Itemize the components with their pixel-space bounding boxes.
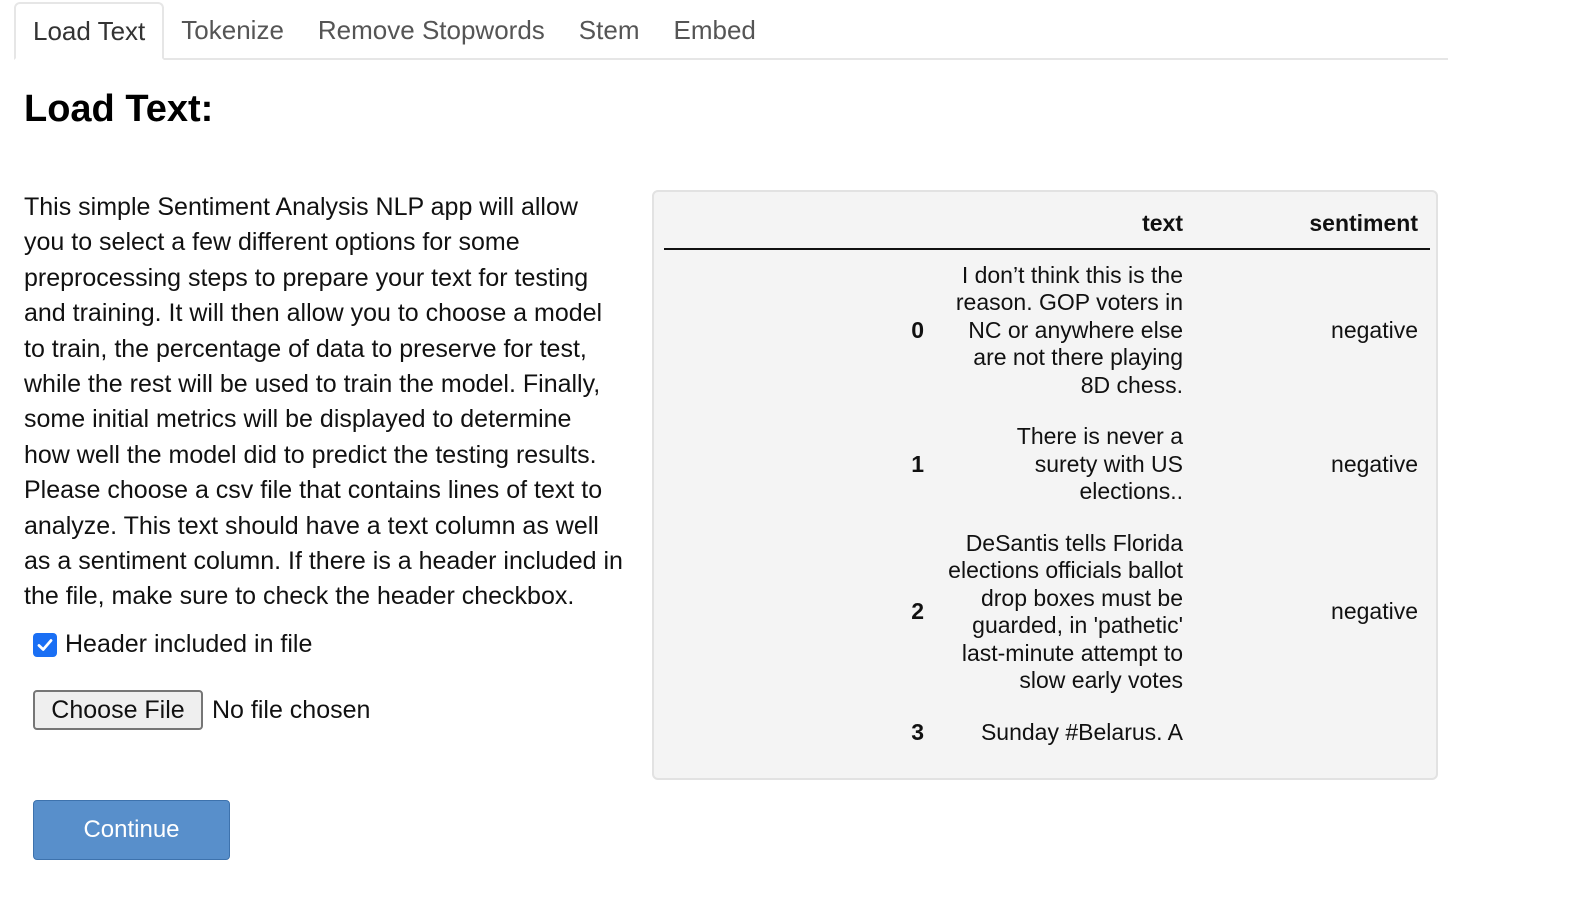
tab-load-text[interactable]: Load Text: [14, 2, 164, 60]
row-index: 0: [911, 316, 924, 343]
header-checkbox-label: Header included in file: [65, 630, 313, 658]
row-index: 1: [911, 450, 924, 477]
row-text: Sunday #Belarus. A: [980, 718, 1183, 745]
index-column-header: [664, 204, 936, 249]
sentiment-column-header: sentiment: [1195, 204, 1430, 249]
row-sentiment: negative: [1331, 598, 1418, 625]
table-row: [664, 249, 1430, 412]
tab-tokenize[interactable]: Tokenize: [181, 14, 284, 45]
header-checkbox[interactable]: [33, 633, 57, 657]
table-row: [664, 411, 1430, 518]
tab-bar: [14, 0, 1448, 60]
row-index: 2: [911, 598, 924, 625]
table-row: [664, 707, 1430, 759]
file-input: [33, 690, 370, 730]
row-text: I don’t think this is the reason. GOP voters in NC or anywhere else are not there playing 8D chess.: [955, 261, 1183, 398]
tab-stem[interactable]: Stem: [578, 14, 640, 45]
tab-embed[interactable]: Embed: [673, 14, 756, 45]
header-checkbox-row[interactable]: [33, 630, 312, 659]
file-status-text: No file chosen: [212, 695, 371, 724]
tab-remove-stopwords[interactable]: Remove Stopwords: [317, 14, 545, 45]
data-preview-panel[interactable]: [652, 190, 1438, 780]
continue-button[interactable]: Continue: [33, 800, 230, 860]
row-index: 3: [911, 718, 924, 745]
row-text: DeSantis tells Florida elections officials ballot drop boxes must be guarded, in 'pathetic' last-minute attempt to slow early votes: [948, 529, 1183, 693]
page-title: Load Text:: [24, 88, 214, 130]
table-row: [664, 518, 1430, 707]
text-column-header: text: [936, 204, 1195, 249]
app-description: This simple Sentiment Analysis NLP app will allow you to select a few different options for some preprocessing steps to prepare your text for testing and training. It will then allow you to choose a model to train, the percentage of data to preserve for test, while the rest will be used to train the model. Finally, some initial metrics will be displayed to determine how well the model did to predict the testing results. Please choose a csv file that contains lines of text to analyze. This text should have a text column as well as a sentiment column. If there is a header included in the file, make sure to check the header checkbox.: [24, 193, 623, 611]
data-preview-table: [664, 204, 1430, 758]
row-text: There is never a surety with US elections..: [1016, 423, 1183, 504]
checkmark-icon: [36, 636, 54, 654]
row-sentiment: [1195, 707, 1430, 759]
table-header-row: [664, 204, 1430, 249]
choose-file-button[interactable]: Choose File: [33, 690, 203, 730]
row-sentiment: negative: [1331, 450, 1418, 477]
row-sentiment: negative: [1331, 316, 1418, 343]
